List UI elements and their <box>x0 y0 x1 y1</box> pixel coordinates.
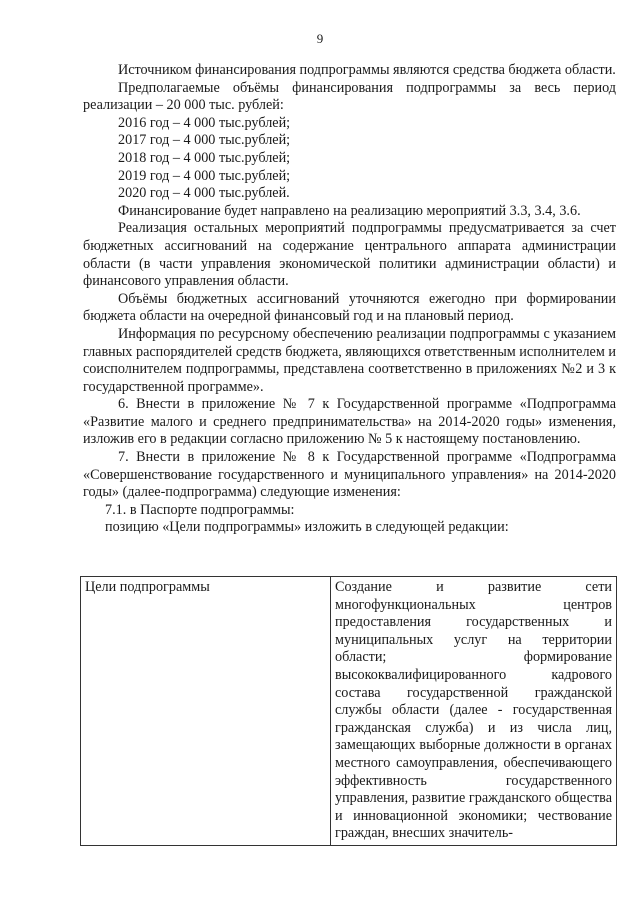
goals-table <box>80 576 617 846</box>
year-line: 2018 год – 4 000 тыс.рублей; <box>118 149 291 166</box>
year-line: 2019 год – 4 000 тыс.рублей; <box>118 167 291 184</box>
table-cell-label: Цели подпрограммы <box>81 577 331 846</box>
year-line: 2017 год – 4 000 тыс.рублей; <box>118 132 291 149</box>
paragraph-activities: Финансирование будет направлено на реализацию мероприятий 3.3, 3.4, 3.6. <box>118 202 581 219</box>
year-line: 2016 год – 4 000 тыс.рублей; <box>118 114 291 131</box>
paragraph-item-6: 6. Внести в приложение № 7 к Государственной программе «Подпрограмма «Развитие малого и среднего предпринимательства» на 2014-2020 годы» изменения, изложив его в редакции согласно приложению № 5 к настоящему постановлению. <box>83 396 616 448</box>
paragraph-item-7: 7. Внести в приложение № 8 к Государственной программе «Подпрограмма «Совершенствование государственного и муниципального управления» на 2014-2020 годы» (далее-подпрограмма) следующие изменения: <box>83 449 616 501</box>
paragraph-funding-volume: Предполагаемые объёмы финансирования подпрограммы за весь период реализации – 20 000 тыс. рублей: <box>83 79 616 114</box>
page-number: 9 <box>316 31 324 46</box>
paragraph-position-goals: позицию «Цели подпрограммы» изложить в следующей редакции: <box>105 519 509 536</box>
document-body <box>83 62 616 537</box>
paragraph-resource-info: Информация по ресурсному обеспечению реализации подпрограммы с указанием главных распорядителей средств бюджета, являющихся ответственным исполнителем и соисполнителем подпрограммы, представлена соответственно в приложениях №2 и 3 к государственной программе». <box>83 325 616 395</box>
paragraph-other-activities: Реализация остальных мероприятий подпрограммы предусматривается за счет бюджетных ассигнований на содержание центрального аппарата администрации области (в части управления экономической политики администрации области) и финансового управления области. <box>83 220 616 290</box>
paragraph-budget-clarification: Объёмы бюджетных ассигнований уточняются ежегодно при формировании бюджета области на очередной финансовый год и на плановый период. <box>83 290 616 325</box>
table-row <box>81 577 617 846</box>
year-line: 2020 год – 4 000 тыс.рублей. <box>118 185 290 202</box>
paragraph-funding-source: Источником финансирования подпрограммы являются средства бюджета области. <box>118 62 616 78</box>
paragraph-item-7-1: 7.1. в Паспорте подпрограммы: <box>105 501 295 518</box>
table-cell-goals: Создание и развитие сети многофункциональных центров предоставления государственных и муниципальных услуг на территории области; формирование высококвалифицированного кадрового состава государственной гражданской службы области (далее - государственная гражданская служба) и из числа лиц, замещающих выборные должности в органах местного самоуправления, обеспечивающего эффективность государственного управления, развитие гражданского общества и инновационной экономики; чествование граждан, внесших значитель- <box>331 577 617 846</box>
